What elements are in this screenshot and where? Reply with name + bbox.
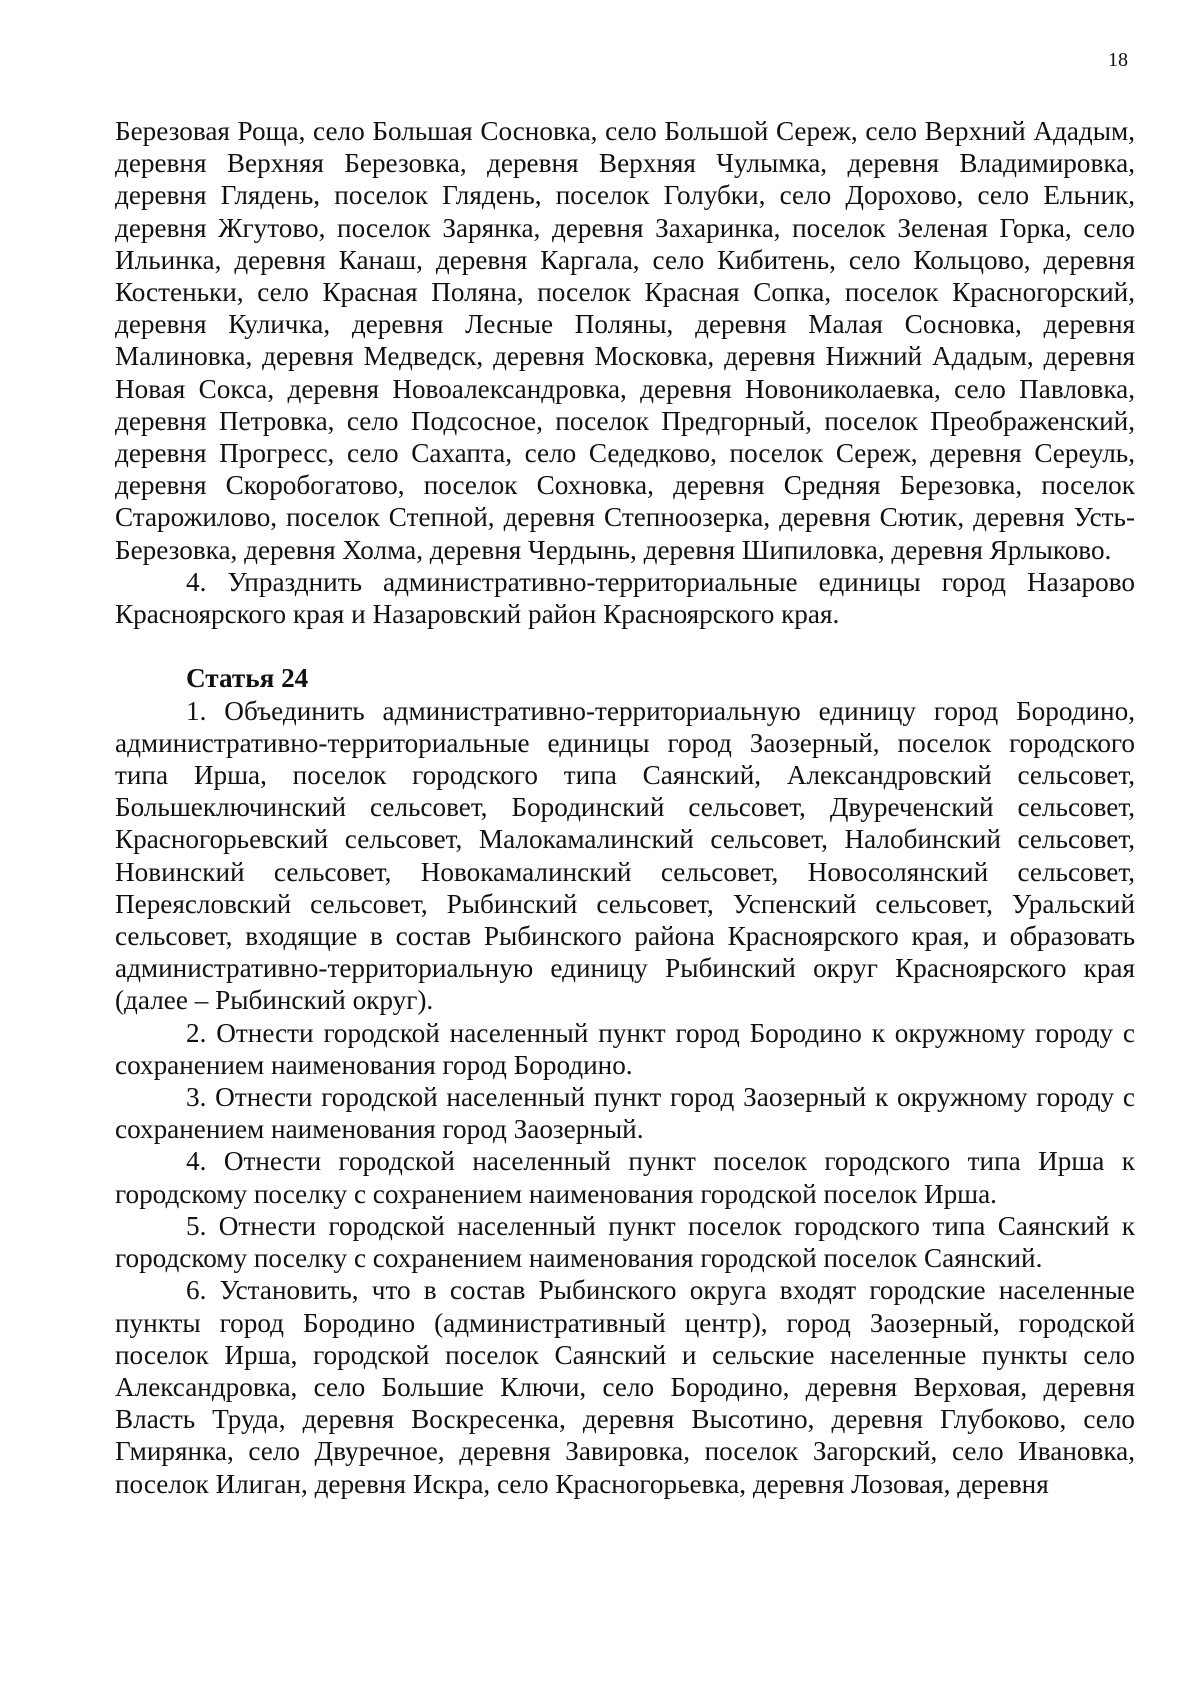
document-body — [115, 115, 1135, 1500]
item-2-paragraph: 2. Отнести городской населенный пункт город Бородино к окружному городу с сохранением наименования город Бородино. — [115, 1017, 1135, 1080]
item-3-paragraph: 3. Отнести городской населенный пункт город Заозерный к окружному городу с сохранением наименования город Заозерный. — [115, 1082, 1135, 1145]
item-5-paragraph: 5. Отнести городской населенный пункт поселок городского типа Саянский к городскому поселку с сохранением наименования городской поселок Саянский. — [115, 1210, 1135, 1274]
continuation-paragraph: Березовая Роща, село Большая Сосновка, село Большой Сереж, село Верхний Ададым, деревня Верхняя Березовка, деревня Верхняя Чулымка, деревня Владимировка, деревня Глядень, поселок Глядень, поселок Голубки, село Дорохово, село Ельник, деревня Жгутово, поселок Зарянка, деревня Захаринка, поселок Зеленая Горка, село Ильинка, деревня Канаш, деревня Каргала, село Кибитень, село Кольцово, деревня Костеньки, село Красная Поляна, поселок Красная Сопка, поселок Красногорский, деревня Куличка, деревня Лесные Поляны, деревня Малая Сосновка, деревня Малиновка, деревня Медведск, деревня Московка, деревня Нижний Ададым, деревня Новая Сокса, деревня Новоалександровка, деревня Новониколаевка, село Павловка, деревня Петровка, село Подсосное, поселок Предгорный, поселок Преображенский, деревня Прогресс, село Сахапта, село Седедково, поселок Сереж, деревня Сереуль, деревня Скоробогатово, поселок Сохновка, деревня Средняя Березовка, поселок Старожилово, поселок Степной, деревня Степноозерка, деревня Сютик, деревня Усть-Березовка, деревня Холма, деревня Чердынь, деревня Шипиловка, деревня Ярлыково. — [115, 116, 1135, 565]
item-1-paragraph: 1. Объединить административно-территориальную единицу город Бородино, административно-территориальные единицы город Заозерный, поселок городского типа Ирша, поселок городского типа Саянский, Александровский сельсовет, Большеключинский сельсовет, Бородинский сельсовет, Двуреченский сельсовет, Красногорьевский сельсовет, Малокамалинский сельсовет, Налобинский сельсовет, Новинский сельсовет, Новокамалинский сельсовет, Новосолянский сельсовет, Переясловский сельсовет, Рыбинский сельсовет, Успенский сельсовет, Уральский сельсовет, входящие в состав Рыбинского района Красноярского края, и образовать административно-территориальную единицу Рыбинский округ Красноярского края (далее – Рыбинский округ). — [115, 695, 1135, 1016]
article-heading: Статья 24 — [186, 663, 309, 694]
page-number: 18 — [1108, 49, 1128, 71]
paragraph-spacer — [115, 630, 1135, 662]
item-4-abolish-paragraph: 4. Упразднить административно-территориальные единицы город Назарово Красноярского края и Назаровский район Красноярского края. — [115, 566, 1135, 630]
item-6-paragraph: 6. Установить, что в состав Рыбинского округа входят городские населенные пункты город Бородино (административный центр), город Заозерный, городской поселок Ирша, городской поселок Саянский и сельские населенные пункты село Александровка, село Большие Ключи, село Бородино, деревня Верховая, деревня Власть Труда, деревня Воскресенка, деревня Высотино, деревня Глубоково, село Гмирянка, село Двуречное, деревня Завировка, поселок Загорский, село Ивановка, поселок Илиган, деревня Искра, село Красногорьевка, деревня Лозовая, деревня — [115, 1275, 1135, 1499]
item-4-paragraph: 4. Отнести городской населенный пункт поселок городского типа Ирша к городскому поселку с сохранением наименования городской поселок Ирша. — [115, 1146, 1135, 1209]
